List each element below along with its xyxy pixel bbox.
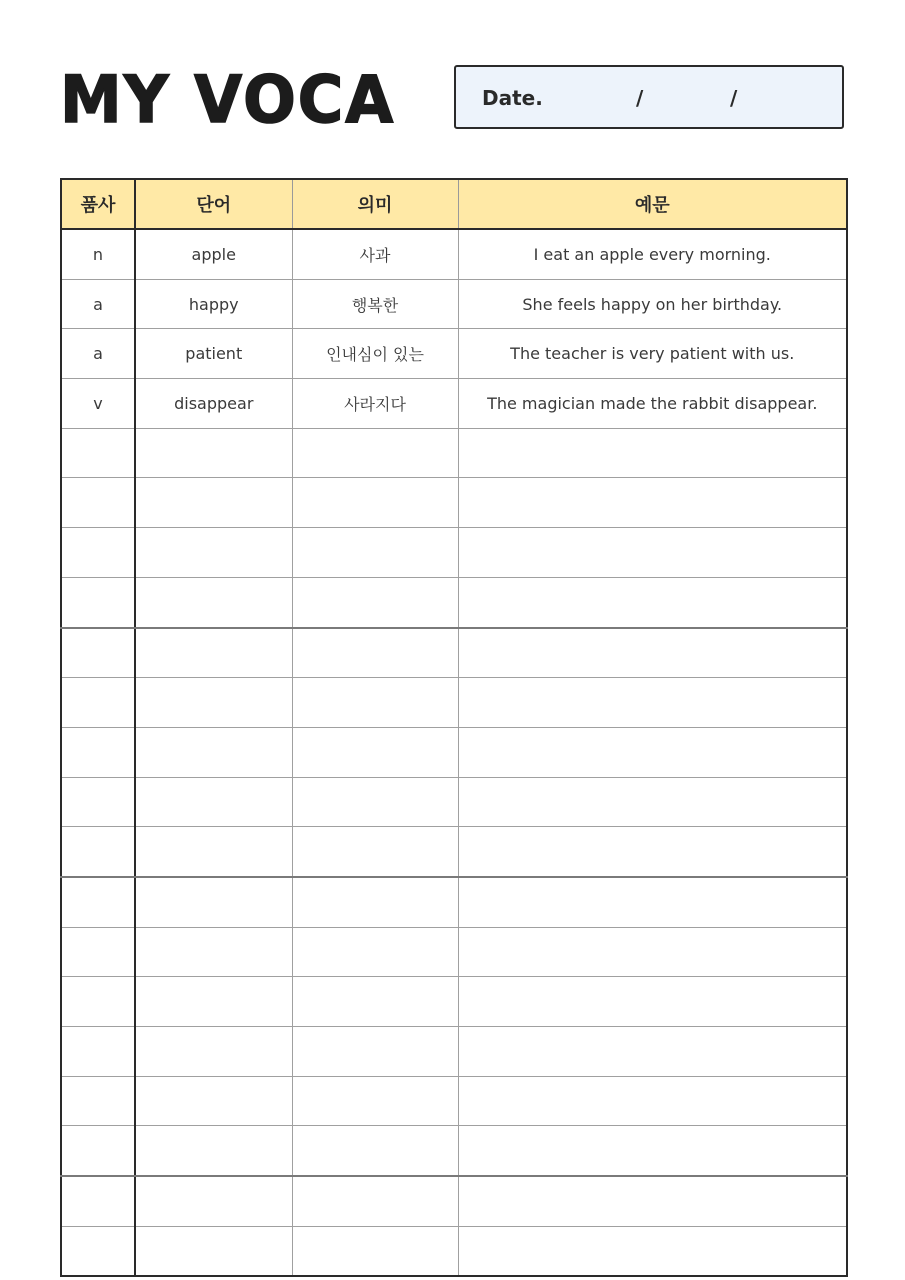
cell-meaning[interactable]: 행복한 bbox=[292, 279, 458, 329]
cell-word[interactable]: disappear bbox=[135, 379, 292, 429]
table-row bbox=[61, 577, 847, 627]
cell-meaning[interactable]: 사과 bbox=[292, 229, 458, 279]
cell-example[interactable] bbox=[458, 628, 847, 678]
cell-example[interactable] bbox=[458, 1226, 847, 1276]
cell-meaning[interactable] bbox=[292, 1176, 458, 1226]
cell-part-of-speech[interactable]: n bbox=[61, 229, 135, 279]
header-word: 단어 bbox=[135, 179, 292, 229]
cell-meaning[interactable] bbox=[292, 1126, 458, 1176]
cell-word[interactable] bbox=[135, 1076, 292, 1126]
cell-meaning[interactable] bbox=[292, 927, 458, 977]
cell-word[interactable] bbox=[135, 827, 292, 877]
cell-part-of-speech[interactable] bbox=[61, 528, 135, 578]
cell-meaning[interactable] bbox=[292, 827, 458, 877]
cell-part-of-speech[interactable] bbox=[61, 777, 135, 827]
table-row bbox=[61, 927, 847, 977]
cell-example[interactable] bbox=[458, 977, 847, 1027]
cell-example[interactable] bbox=[458, 478, 847, 528]
cell-word[interactable]: apple bbox=[135, 229, 292, 279]
vocabulary-table bbox=[60, 178, 848, 1277]
cell-part-of-speech[interactable] bbox=[61, 1076, 135, 1126]
cell-word[interactable] bbox=[135, 727, 292, 777]
table-row bbox=[61, 877, 847, 927]
cell-meaning[interactable] bbox=[292, 577, 458, 627]
cell-example[interactable] bbox=[458, 428, 847, 478]
cell-word[interactable] bbox=[135, 927, 292, 977]
cell-meaning[interactable] bbox=[292, 777, 458, 827]
header-meaning: 의미 bbox=[292, 179, 458, 229]
table-row bbox=[61, 379, 847, 429]
cell-meaning[interactable] bbox=[292, 727, 458, 777]
cell-part-of-speech[interactable] bbox=[61, 1126, 135, 1176]
table-row bbox=[61, 329, 847, 379]
table-row bbox=[61, 1176, 847, 1226]
cell-meaning[interactable] bbox=[292, 877, 458, 927]
cell-part-of-speech[interactable] bbox=[61, 478, 135, 528]
cell-meaning[interactable] bbox=[292, 428, 458, 478]
cell-part-of-speech[interactable] bbox=[61, 678, 135, 728]
header-part-of-speech: 품사 bbox=[61, 179, 135, 229]
cell-meaning[interactable] bbox=[292, 628, 458, 678]
cell-word[interactable] bbox=[135, 1226, 292, 1276]
table-row bbox=[61, 977, 847, 1027]
cell-part-of-speech[interactable] bbox=[61, 977, 135, 1027]
table-row bbox=[61, 1076, 847, 1126]
cell-word[interactable]: happy bbox=[135, 279, 292, 329]
table-body bbox=[61, 229, 847, 1276]
table-row bbox=[61, 727, 847, 777]
cell-part-of-speech[interactable] bbox=[61, 628, 135, 678]
cell-part-of-speech[interactable]: a bbox=[61, 279, 135, 329]
cell-example[interactable]: The magician made the rabbit disappear. bbox=[458, 379, 847, 429]
cell-meaning[interactable] bbox=[292, 1076, 458, 1126]
cell-part-of-speech[interactable] bbox=[61, 727, 135, 777]
cell-meaning[interactable] bbox=[292, 1027, 458, 1077]
cell-part-of-speech[interactable] bbox=[61, 577, 135, 627]
cell-word[interactable] bbox=[135, 1027, 292, 1077]
cell-example[interactable] bbox=[458, 927, 847, 977]
table-header-row bbox=[61, 179, 847, 229]
cell-example[interactable]: She feels happy on her birthday. bbox=[458, 279, 847, 329]
cell-word[interactable]: patient bbox=[135, 329, 292, 379]
cell-word[interactable] bbox=[135, 428, 292, 478]
cell-meaning[interactable]: 인내심이 있는 bbox=[292, 329, 458, 379]
table-row bbox=[61, 827, 847, 877]
cell-example[interactable] bbox=[458, 1027, 847, 1077]
cell-example[interactable] bbox=[458, 1076, 847, 1126]
cell-meaning[interactable] bbox=[292, 478, 458, 528]
cell-meaning[interactable] bbox=[292, 1226, 458, 1276]
cell-word[interactable] bbox=[135, 1126, 292, 1176]
table-row bbox=[61, 279, 847, 329]
cell-example[interactable] bbox=[458, 877, 847, 927]
table-row bbox=[61, 1126, 847, 1176]
cell-word[interactable] bbox=[135, 478, 292, 528]
cell-example[interactable] bbox=[458, 727, 847, 777]
date-separator-day: / bbox=[730, 86, 738, 110]
cell-part-of-speech[interactable] bbox=[61, 877, 135, 927]
cell-word[interactable] bbox=[135, 977, 292, 1027]
cell-part-of-speech[interactable] bbox=[61, 1176, 135, 1226]
cell-example[interactable]: The teacher is very patient with us. bbox=[458, 329, 847, 379]
cell-example[interactable] bbox=[458, 827, 847, 877]
cell-word[interactable] bbox=[135, 777, 292, 827]
date-box[interactable] bbox=[454, 65, 844, 129]
date-separator-month: / bbox=[636, 86, 644, 110]
cell-example[interactable]: I eat an apple every morning. bbox=[458, 229, 847, 279]
cell-part-of-speech[interactable] bbox=[61, 827, 135, 877]
table-row bbox=[61, 478, 847, 528]
header-example: 예문 bbox=[458, 179, 847, 229]
cell-part-of-speech[interactable]: v bbox=[61, 379, 135, 429]
cell-part-of-speech[interactable] bbox=[61, 428, 135, 478]
table-row bbox=[61, 678, 847, 728]
cell-part-of-speech[interactable] bbox=[61, 927, 135, 977]
cell-word[interactable] bbox=[135, 877, 292, 927]
table-row bbox=[61, 528, 847, 578]
cell-meaning[interactable] bbox=[292, 678, 458, 728]
cell-part-of-speech[interactable] bbox=[61, 1027, 135, 1077]
cell-word[interactable] bbox=[135, 528, 292, 578]
cell-meaning[interactable] bbox=[292, 528, 458, 578]
table-row bbox=[61, 777, 847, 827]
cell-word[interactable] bbox=[135, 577, 292, 627]
cell-part-of-speech[interactable]: a bbox=[61, 329, 135, 379]
date-label: Date. bbox=[482, 86, 543, 110]
table-row bbox=[61, 1226, 847, 1276]
cell-example[interactable] bbox=[458, 577, 847, 627]
cell-example[interactable] bbox=[458, 678, 847, 728]
cell-example[interactable] bbox=[458, 1126, 847, 1176]
table-row bbox=[61, 1027, 847, 1077]
cell-example[interactable] bbox=[458, 528, 847, 578]
cell-meaning[interactable]: 사라지다 bbox=[292, 379, 458, 429]
cell-example[interactable] bbox=[458, 777, 847, 827]
cell-example[interactable] bbox=[458, 1176, 847, 1226]
table-row bbox=[61, 628, 847, 678]
table-row bbox=[61, 428, 847, 478]
cell-part-of-speech[interactable] bbox=[61, 1226, 135, 1276]
table-row bbox=[61, 229, 847, 279]
page-title: MY VOCA bbox=[60, 61, 396, 138]
cell-word[interactable] bbox=[135, 1176, 292, 1226]
cell-word[interactable] bbox=[135, 628, 292, 678]
cell-meaning[interactable] bbox=[292, 977, 458, 1027]
cell-word[interactable] bbox=[135, 678, 292, 728]
